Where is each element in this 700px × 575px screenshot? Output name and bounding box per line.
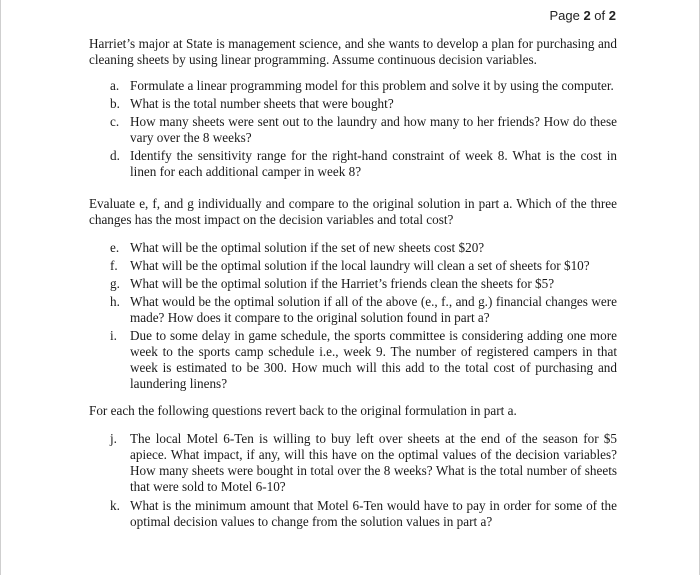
intro-paragraph: Harriet’s major at State is management science, and she wants to develop a plan for purchasing and cleaning sheets by using linear programming. Assume continuous decision variables. bbox=[89, 36, 617, 67]
question-item: f. What will be the optimal solution if the local laundry will clean a set of sheets for $10? bbox=[110, 258, 590, 273]
question-item: h. What would be the optimal solution if all of the above (e., f., and g.) financial changes were made? How does it compare to the original solution found in part a? bbox=[110, 294, 617, 325]
question-list-j-k bbox=[89, 431, 617, 530]
question-item: i. Due to some delay in game schedule, the sports committee is considering adding one more week to the sports camp schedule i.e., week 9. The number of registered campers in that week is estimated to be 300. How much will this add to the total cost of purchasing and laundering linens? bbox=[110, 328, 617, 391]
question-list-e-i bbox=[89, 240, 617, 392]
document-body bbox=[89, 36, 617, 533]
question-item: j. The local Motel 6-Ten is willing to buy left over sheets at the end of the season for $5 apiece. What impact, if any, will this have on the optimal values of the decision variables? How many sheets were bought in total over the 8 weeks? What is the total number of sheets that were sold to Motel 6-10? bbox=[110, 431, 617, 494]
question-item: c. How many sheets were sent out to the laundry and how many to her friends? How do these vary over the 8 weeks? bbox=[110, 114, 617, 145]
question-list-a-d bbox=[89, 78, 617, 180]
question-item: k. What is the minimum amount that Motel 6-Ten would have to pay in order for some of the optimal decision values to change from the solution values in part a? bbox=[110, 498, 617, 529]
revert-paragraph: For each the following questions revert back to the original formulation in part a. bbox=[89, 403, 517, 418]
question-item: e. What will be the optimal solution if the set of new sheets cost $20? bbox=[110, 240, 485, 255]
evaluate-paragraph: Evaluate e, f, and g individually and compare to the original solution in part a. Which of the three changes has the most impact on the decision variables and total cost? bbox=[89, 196, 617, 227]
question-item: g. What will be the optimal solution if the Harriet’s friends clean the sheets for $5? bbox=[110, 276, 555, 291]
question-item: d. Identify the sensitivity range for the right-hand constraint of week 8. What is the cost in linen for each additional camper in week 8? bbox=[110, 148, 617, 179]
page-number: Page 2 of 2 bbox=[549, 8, 616, 23]
question-item: a. Formulate a linear programming model for this problem and solve it by using the computer. bbox=[110, 78, 614, 93]
question-item: b. What is the total number sheets that were bought? bbox=[110, 96, 394, 111]
